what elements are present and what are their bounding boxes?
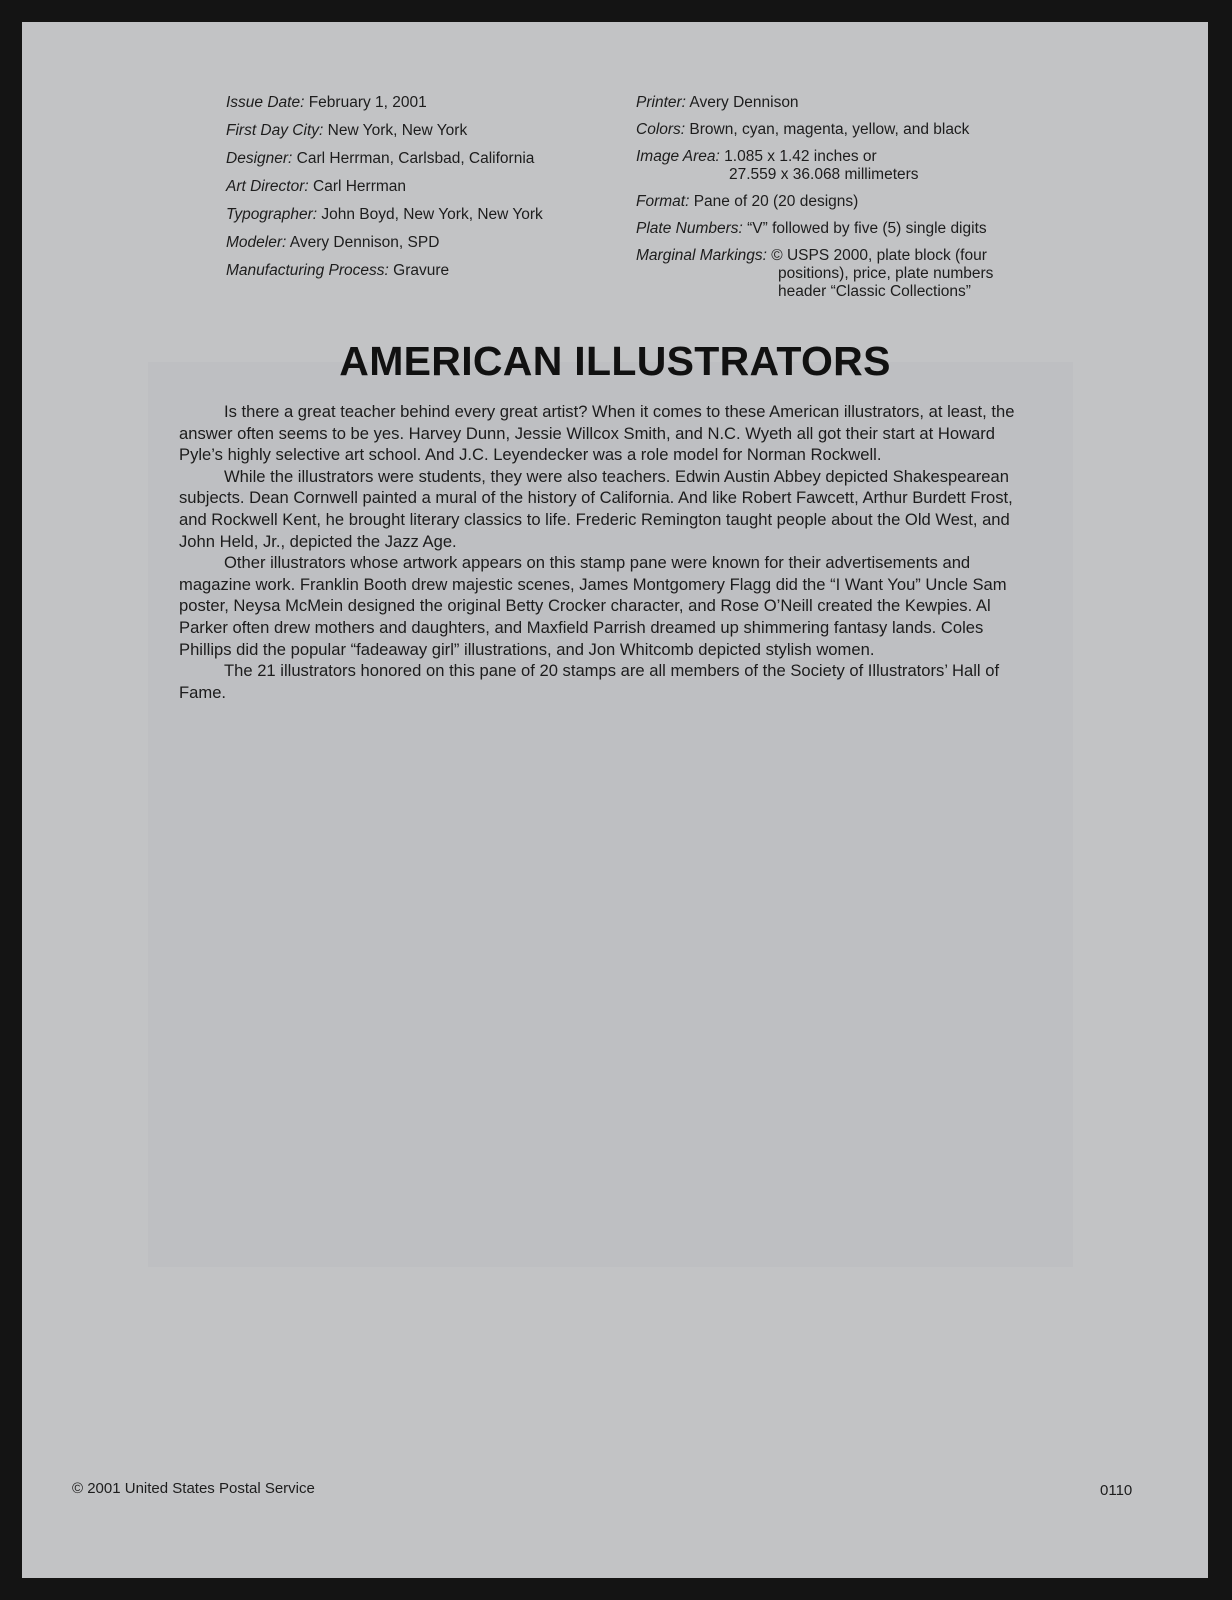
spec-first-day-city: First Day City: New York, New York xyxy=(226,122,468,139)
footer-code: 0110 xyxy=(1100,1482,1133,1499)
paragraph: The 21 illustrators honored on this pane of 20 stamps are all members of the Society of Illustrators’ Hall of Fame. xyxy=(179,661,1000,702)
spec-modeler: Modeler: Avery Dennison, SPD xyxy=(226,234,440,251)
spec-art-director: Art Director: Carl Herrman xyxy=(226,178,407,195)
paragraph: Is there a great teacher behind every great artist? When it comes to these American illustrators, at least, the answer often seems to be yes. Harvey Dunn, Jessie Willcox Smith, and N.C. Wyeth all got their start at Howard Pyle’s highly selective art school. And J.C. Leyendecker was a role model for Norman Rockwell. xyxy=(179,402,1015,465)
page-title: AMERICAN ILLUSTRATORS xyxy=(339,338,891,384)
spec-issue-date: Issue Date: February 1, 2001 xyxy=(226,94,427,111)
spec-printer: Printer: Avery Dennison xyxy=(636,94,799,111)
spec-manufacturing-process: Manufacturing Process: Gravure xyxy=(226,262,450,279)
document-sheet xyxy=(22,22,1208,1578)
footer-copyright: © 2001 United States Postal Service xyxy=(72,1480,315,1497)
paragraph: While the illustrators were students, they were also teachers. Edwin Austin Abbey depicted Shakespearean subjects. Dean Cornwell painted a mural of the history of California. And like Robert Fawcett, Arthur Burdett Frost, and Rockwell Kent, he brought literary classics to life. Frederic Remington taught people about the Old West, and John Held, Jr., depicted the Jazz Age. xyxy=(179,466,1013,551)
spec-format: Format: Pane of 20 (20 designs) xyxy=(636,193,859,210)
specs-right-column xyxy=(636,94,1056,310)
spec-typographer: Typographer: John Boyd, New York, New York xyxy=(226,206,543,223)
spec-designer: Designer: Carl Herrman, Carlsbad, California xyxy=(226,150,535,167)
spec-colors: Colors: Brown, cyan, magenta, yellow, and black xyxy=(636,121,970,138)
paragraph: Other illustrators whose artwork appears on this stamp pane were known for their advertisements and magazine work. Franklin Booth drew majestic scenes, James Montgomery Flagg did the “I Want You” Uncle Sam poster, Neysa McMein designed the original Betty Crocker character, and Rose O’Neill created the Kewpies. Al Parker often drew mothers and daughters, and Maxfield Parrish dreamed up shimmering fantasy lands. Coles Phillips did the popular “fadeaway girl” illustrations, and Jon Whitcomb depicted stylish women. xyxy=(179,553,1007,659)
specs-left-column xyxy=(226,94,626,290)
article-body xyxy=(179,401,1032,703)
spec-image-area: Image Area: 1.085 x 1.42 inches or 27.559 x 36.068 millimeters xyxy=(636,148,919,183)
spec-plate-numbers: Plate Numbers: “V” followed by five (5) single digits xyxy=(636,220,987,237)
spec-marginal-markings: Marginal Markings: © USPS 2000, plate block (four positions), price, plate numbers header “Classic Collections” xyxy=(636,247,994,300)
